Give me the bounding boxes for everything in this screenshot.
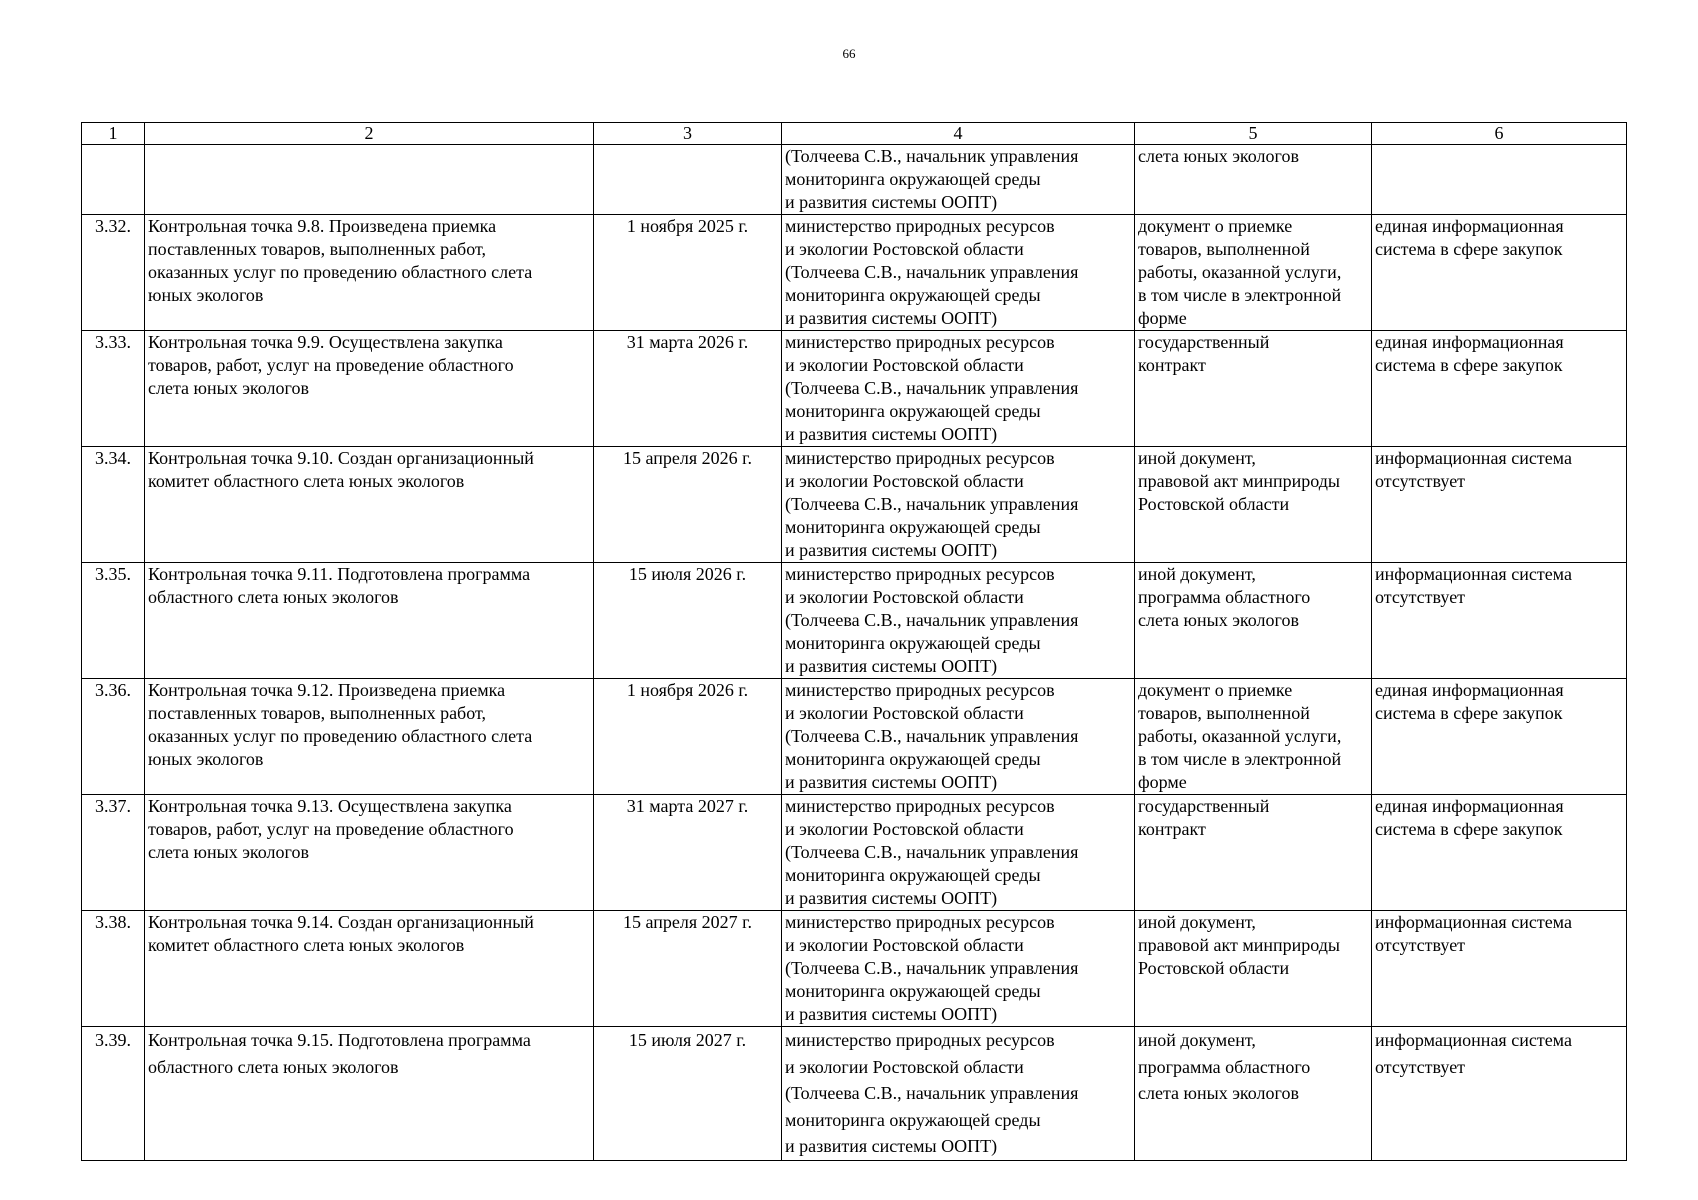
cell-number: 3.37. [82, 795, 145, 911]
cell-event: Контрольная точка 9.13. Осуществлена закупка товаров, работ, услуг на проведение областного слета юных экологов [145, 795, 594, 911]
table-row-continuation [82, 145, 1627, 215]
cell-system: информационная система отсутствует [1372, 447, 1627, 563]
cell-event: Контрольная точка 9.10. Создан организационный комитет областного слета юных экологов [145, 447, 594, 563]
table-row [82, 331, 1627, 447]
cell-date: 15 июля 2027 г. [594, 1027, 782, 1161]
cell-date: 31 марта 2026 г. [594, 331, 782, 447]
cell-document: государственный контракт [1135, 795, 1372, 911]
cell-responsible: министерство природных ресурсов и экологии Ростовской области (Толчеева С.В., начальник управления мониторинга окружающей среды и развития системы ООПТ) [782, 795, 1135, 911]
table-row [82, 563, 1627, 679]
cell-date: 15 апреля 2027 г. [594, 911, 782, 1027]
header-cell-5: 5 [1135, 123, 1372, 145]
cell-event: Контрольная точка 9.14. Создан организационный комитет областного слета юных экологов [145, 911, 594, 1027]
cell-date: 1 ноября 2025 г. [594, 215, 782, 331]
page-number: 66 [842, 46, 856, 61]
cell-number: 3.33. [82, 331, 145, 447]
cell-event: Контрольная точка 9.11. Подготовлена программа областного слета юных экологов [145, 563, 594, 679]
header-cell-6: 6 [1372, 123, 1627, 145]
cell-document: государственный контракт [1135, 331, 1372, 447]
cell-date [594, 145, 782, 215]
header-cell-2: 2 [145, 123, 594, 145]
cell-system: информационная система отсутствует [1372, 911, 1627, 1027]
cell-date: 15 июля 2026 г. [594, 563, 782, 679]
cell-system: единая информационная система в сфере закупок [1372, 679, 1627, 795]
cell-event: Контрольная точка 9.8. Произведена приемка поставленных товаров, выполненных работ, оказанных услуг по проведению областного слета юных экологов [145, 215, 594, 331]
cell-number: 3.38. [82, 911, 145, 1027]
cell-number [82, 145, 145, 215]
cell-event [145, 145, 594, 215]
table-row [82, 679, 1627, 795]
cell-responsible: министерство природных ресурсов и экологии Ростовской области (Толчеева С.В., начальник управления мониторинга окружающей среды и развития системы ООПТ) [782, 447, 1135, 563]
cell-responsible: министерство природных ресурсов и экологии Ростовской области (Толчеева С.В., начальник управления мониторинга окружающей среды и развития системы ООПТ) [782, 331, 1135, 447]
cell-document: иной документ, правовой акт минприроды Ростовской области [1135, 911, 1372, 1027]
table-header-row [82, 123, 1627, 145]
table-row [82, 911, 1627, 1027]
cell-document: документ о приемке товаров, выполненной работы, оказанной услуги, в том числе в электронной форме [1135, 215, 1372, 331]
cell-date: 31 марта 2027 г. [594, 795, 782, 911]
cell-document: иной документ, программа областного слета юных экологов [1135, 563, 1372, 679]
cell-system: единая информационная система в сфере закупок [1372, 795, 1627, 911]
header-cell-1: 1 [82, 123, 145, 145]
cell-event: Контрольная точка 9.12. Произведена приемка поставленных товаров, выполненных работ, оказанных услуг по проведению областного слета юных экологов [145, 679, 594, 795]
cell-event: Контрольная точка 9.9. Осуществлена закупка товаров, работ, услуг на проведение областного слета юных экологов [145, 331, 594, 447]
cell-system: единая информационная система в сфере закупок [1372, 331, 1627, 447]
cell-document: слета юных экологов [1135, 145, 1372, 215]
header-cell-3: 3 [594, 123, 782, 145]
cell-number: 3.35. [82, 563, 145, 679]
cell-document: иной документ, правовой акт минприроды Ростовской области [1135, 447, 1372, 563]
cell-responsible: (Толчеева С.В., начальник управления мониторинга окружающей среды и развития системы ООПТ) [782, 145, 1135, 215]
cell-responsible: министерство природных ресурсов и экологии Ростовской области (Толчеева С.В., начальник управления мониторинга окружающей среды и развития системы ООПТ) [782, 563, 1135, 679]
table-body [82, 123, 1627, 1161]
header-cell-4: 4 [782, 123, 1135, 145]
cell-number: 3.34. [82, 447, 145, 563]
table-row [82, 447, 1627, 563]
cell-event: Контрольная точка 9.15. Подготовлена программа областного слета юных экологов [145, 1027, 594, 1161]
control-points-table [81, 122, 1627, 1161]
cell-number: 3.32. [82, 215, 145, 331]
cell-responsible: министерство природных ресурсов и экологии Ростовской области (Толчеева С.В., начальник управления мониторинга окружающей среды и развития системы ООПТ) [782, 1027, 1135, 1161]
table-row [82, 215, 1627, 331]
cell-number: 3.36. [82, 679, 145, 795]
table-row [82, 1027, 1627, 1161]
cell-system: информационная система отсутствует [1372, 563, 1627, 679]
cell-date: 15 апреля 2026 г. [594, 447, 782, 563]
cell-document: документ о приемке товаров, выполненной работы, оказанной услуги, в том числе в электронной форме [1135, 679, 1372, 795]
cell-system [1372, 145, 1627, 215]
cell-system: единая информационная система в сфере закупок [1372, 215, 1627, 331]
table-row [82, 795, 1627, 911]
cell-system: информационная система отсутствует [1372, 1027, 1627, 1161]
cell-responsible: министерство природных ресурсов и экологии Ростовской области (Толчеева С.В., начальник управления мониторинга окружающей среды и развития системы ООПТ) [782, 911, 1135, 1027]
cell-number: 3.39. [82, 1027, 145, 1161]
cell-responsible: министерство природных ресурсов и экологии Ростовской области (Толчеева С.В., начальник управления мониторинга окружающей среды и развития системы ООПТ) [782, 679, 1135, 795]
cell-date: 1 ноября 2026 г. [594, 679, 782, 795]
cell-document: иной документ, программа областного слета юных экологов [1135, 1027, 1372, 1161]
cell-responsible: министерство природных ресурсов и экологии Ростовской области (Толчеева С.В., начальник управления мониторинга окружающей среды и развития системы ООПТ) [782, 215, 1135, 331]
